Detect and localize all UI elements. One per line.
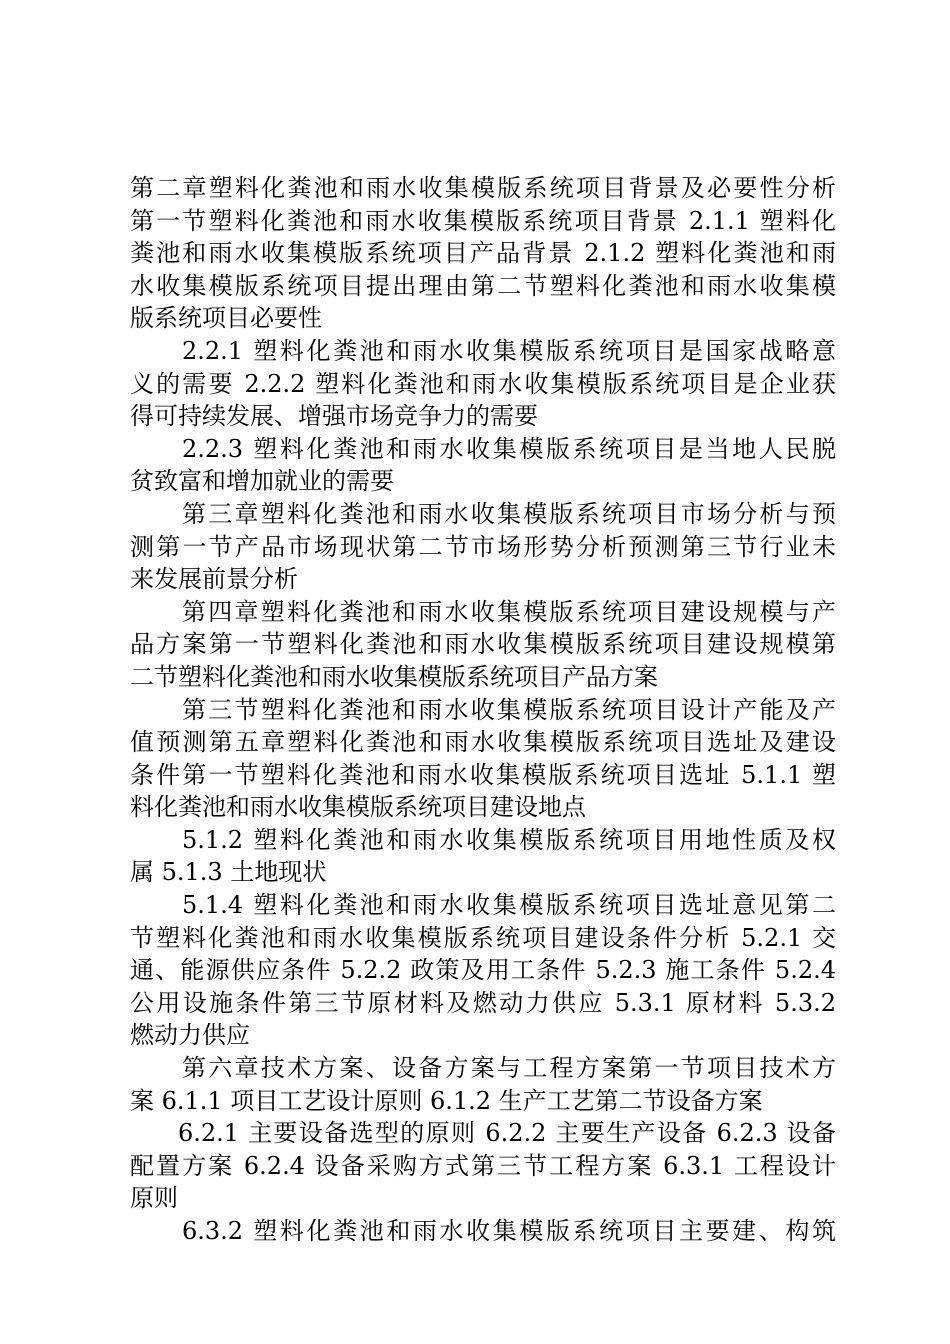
text-line: 第三节塑料化粪池和雨水收集模版系统项目设计产能及产 <box>182 695 836 724</box>
text-line: 来发展前景分析 <box>130 565 298 594</box>
text-line: 2.2.1 塑料化粪池和雨水收集模版系统项目是国家战略意 <box>182 336 836 365</box>
text-line: 案 6.1.1 项目工艺设计原则 6.1.2 生产工艺第二节设备方案 <box>130 1086 763 1115</box>
text-line: 燃动力供应 <box>130 1021 250 1050</box>
text-line: 料化粪池和雨水收集模版系统项目建设地点 <box>130 793 586 822</box>
text-line: 属 5.1.3 土地现状 <box>130 858 327 887</box>
text-line: 第六章技术方案、设备方案与工程方案第一节项目技术方 <box>182 1054 836 1083</box>
text-line: 6.2.1 主要设备选型的原则 6.2.2 主要生产设备 6.2.3 设备 <box>178 1119 836 1148</box>
text-line: 通、能源供应条件 5.2.2 政策及用工条件 5.2.3 施工条件 5.2.4 <box>130 956 836 985</box>
text-line: 2.2.3 塑料化粪池和雨水收集模版系统项目是当地人民脱 <box>182 434 836 463</box>
text-line: 配置方案 6.2.4 设备采购方式第三节工程方案 6.3.1 工程设计 <box>130 1151 836 1180</box>
text-line: 第三章塑料化粪池和雨水收集模版系统项目市场分析与预 <box>182 499 836 528</box>
text-line: 6.3.2 塑料化粪池和雨水收集模版系统项目主要建、构筑 <box>182 1217 836 1245</box>
text-line: 贫致富和增加就业的需要 <box>130 467 394 496</box>
text-line: 品方案第一节塑料化粪池和雨水收集模版系统项目建设规模第 <box>130 630 836 659</box>
text-line: 二节塑料化粪池和雨水收集模版系统项目产品方案 <box>130 662 658 691</box>
text-line: 得可持续发展、增强市场竞争力的需要 <box>130 402 538 431</box>
text-line: 测第一节产品市场现状第二节市场形势分析预测第三节行业未 <box>130 532 836 561</box>
text-line: 原则 <box>130 1184 178 1213</box>
text-line: 版系统项目必要性 <box>130 304 322 333</box>
text-line: 粪池和雨水收集模版系统项目产品背景 2.1.2 塑料化粪池和雨 <box>130 239 836 268</box>
text-line: 节塑料化粪池和雨水收集模版系统项目建设条件分析 5.2.1 交 <box>130 923 836 952</box>
text-line: 5.1.4 塑料化粪池和雨水收集模版系统项目选址意见第二 <box>182 891 836 920</box>
document-body <box>130 172 836 1248</box>
text-line: 第一节塑料化粪池和雨水收集模版系统项目背景 2.1.1 塑料化 <box>130 206 836 235</box>
text-line: 值预测第五章塑料化粪池和雨水收集模版系统项目选址及建设 <box>130 728 836 757</box>
text-line: 公用设施条件第三节原材料及燃动力供应 5.3.1 原材料 5.3.2 <box>130 988 836 1017</box>
text-line: 第四章塑料化粪池和雨水收集模版系统项目建设规模与产 <box>182 597 836 626</box>
text-line: 义的需要 2.2.2 塑料化粪池和雨水收集模版系统项目是企业获 <box>130 369 836 398</box>
text-line: 条件第一节塑料化粪池和雨水收集模版系统项目选址 5.1.1 塑 <box>130 760 836 789</box>
text-line: 水收集模版系统项目提出理由第二节塑料化粪池和雨水收集模 <box>130 271 836 300</box>
text-line: 第二章塑料化粪池和雨水收集模版系统项目背景及必要性分析 <box>130 174 836 202</box>
text-line: 5.1.2 塑料化粪池和雨水收集模版系统项目用地性质及权 <box>182 825 836 854</box>
